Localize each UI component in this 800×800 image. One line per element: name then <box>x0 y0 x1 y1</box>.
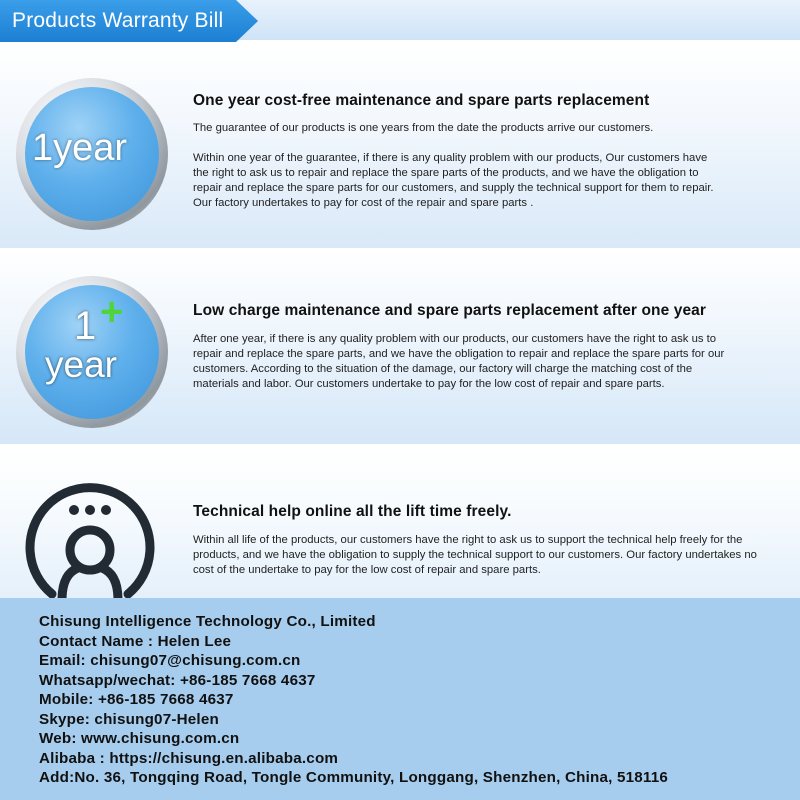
section-paragraph: Within one year of the guarantee, if there is any quality problem with our products, Our customers have the right to ask us to repair and replace the spare parts of the products, and we have the obligation to repair and replace the spare parts for our customers, and supply the technical support for them to repair. Our factory undertakes to pay for cost of the repair and spare parts . <box>193 152 714 209</box>
badge-number: 1 <box>74 304 97 348</box>
section-paragraph: Within all life of the products, our customers have the right to ask us to support the technical help freely for the products, and we have the obligation to supply the technical support to our customers. Our factory undertakes no cost of the undertake to pay for the low cost of repair and spare parts. <box>193 534 757 576</box>
contact-panel <box>0 598 800 800</box>
badge-label: 1year <box>32 127 128 169</box>
section-title: One year cost-free maintenance and spare parts replacement <box>193 92 650 109</box>
company-name: Chisung Intelligence Technology Co., Limited <box>39 613 376 630</box>
section-paragraph: The guarantee of our products is one years from the date the products arrive our customers. <box>193 122 654 134</box>
section-title: Technical help online all the lift time freely. <box>193 503 512 520</box>
one-year-badge <box>16 78 168 230</box>
support-person-icon <box>22 474 158 598</box>
section-one-year <box>0 48 800 248</box>
one-plus-year-badge <box>16 276 168 428</box>
whatsapp-text: Whatsapp/wechat: +86-185 7668 4637 <box>39 672 316 689</box>
section-paragraph: After one year, if there is any quality problem with our products, our customers have the right to ask us to repair and replace the spare parts, and we have the obligation to repair and replace the spare parts for our customers. According to the situation of the damage, our factory will charge the matching cost of the materials and labor. Our customers undertake to pay for the low cost of repair and spare parts. <box>193 333 725 390</box>
plus-icon: + <box>100 290 124 334</box>
skype-text: Skype: chisung07-Helen <box>39 711 219 728</box>
alibaba-link[interactable]: Alibaba : https://chisung.en.alibaba.com <box>39 750 339 767</box>
email-text: Email: chisung07@chisung.com.cn <box>39 652 301 669</box>
address-text: Add:No. 36, Tongqing Road, Tongle Community, Longgang, Shenzhen, China, 518116 <box>39 769 669 786</box>
header <box>0 0 800 46</box>
mobile-text: Mobile: +86-185 7668 4637 <box>39 691 234 708</box>
section-after-one-year <box>0 252 800 444</box>
section-technical-help <box>0 448 800 598</box>
page-title: Products Warranty Bill <box>12 9 224 32</box>
web-link[interactable]: Web: www.chisung.com.cn <box>39 730 240 747</box>
section-title: Low charge maintenance and spare parts replacement after one year <box>193 302 707 319</box>
badge-word: year <box>45 344 117 385</box>
contact-name: Contact Name : Helen Lee <box>39 633 232 650</box>
